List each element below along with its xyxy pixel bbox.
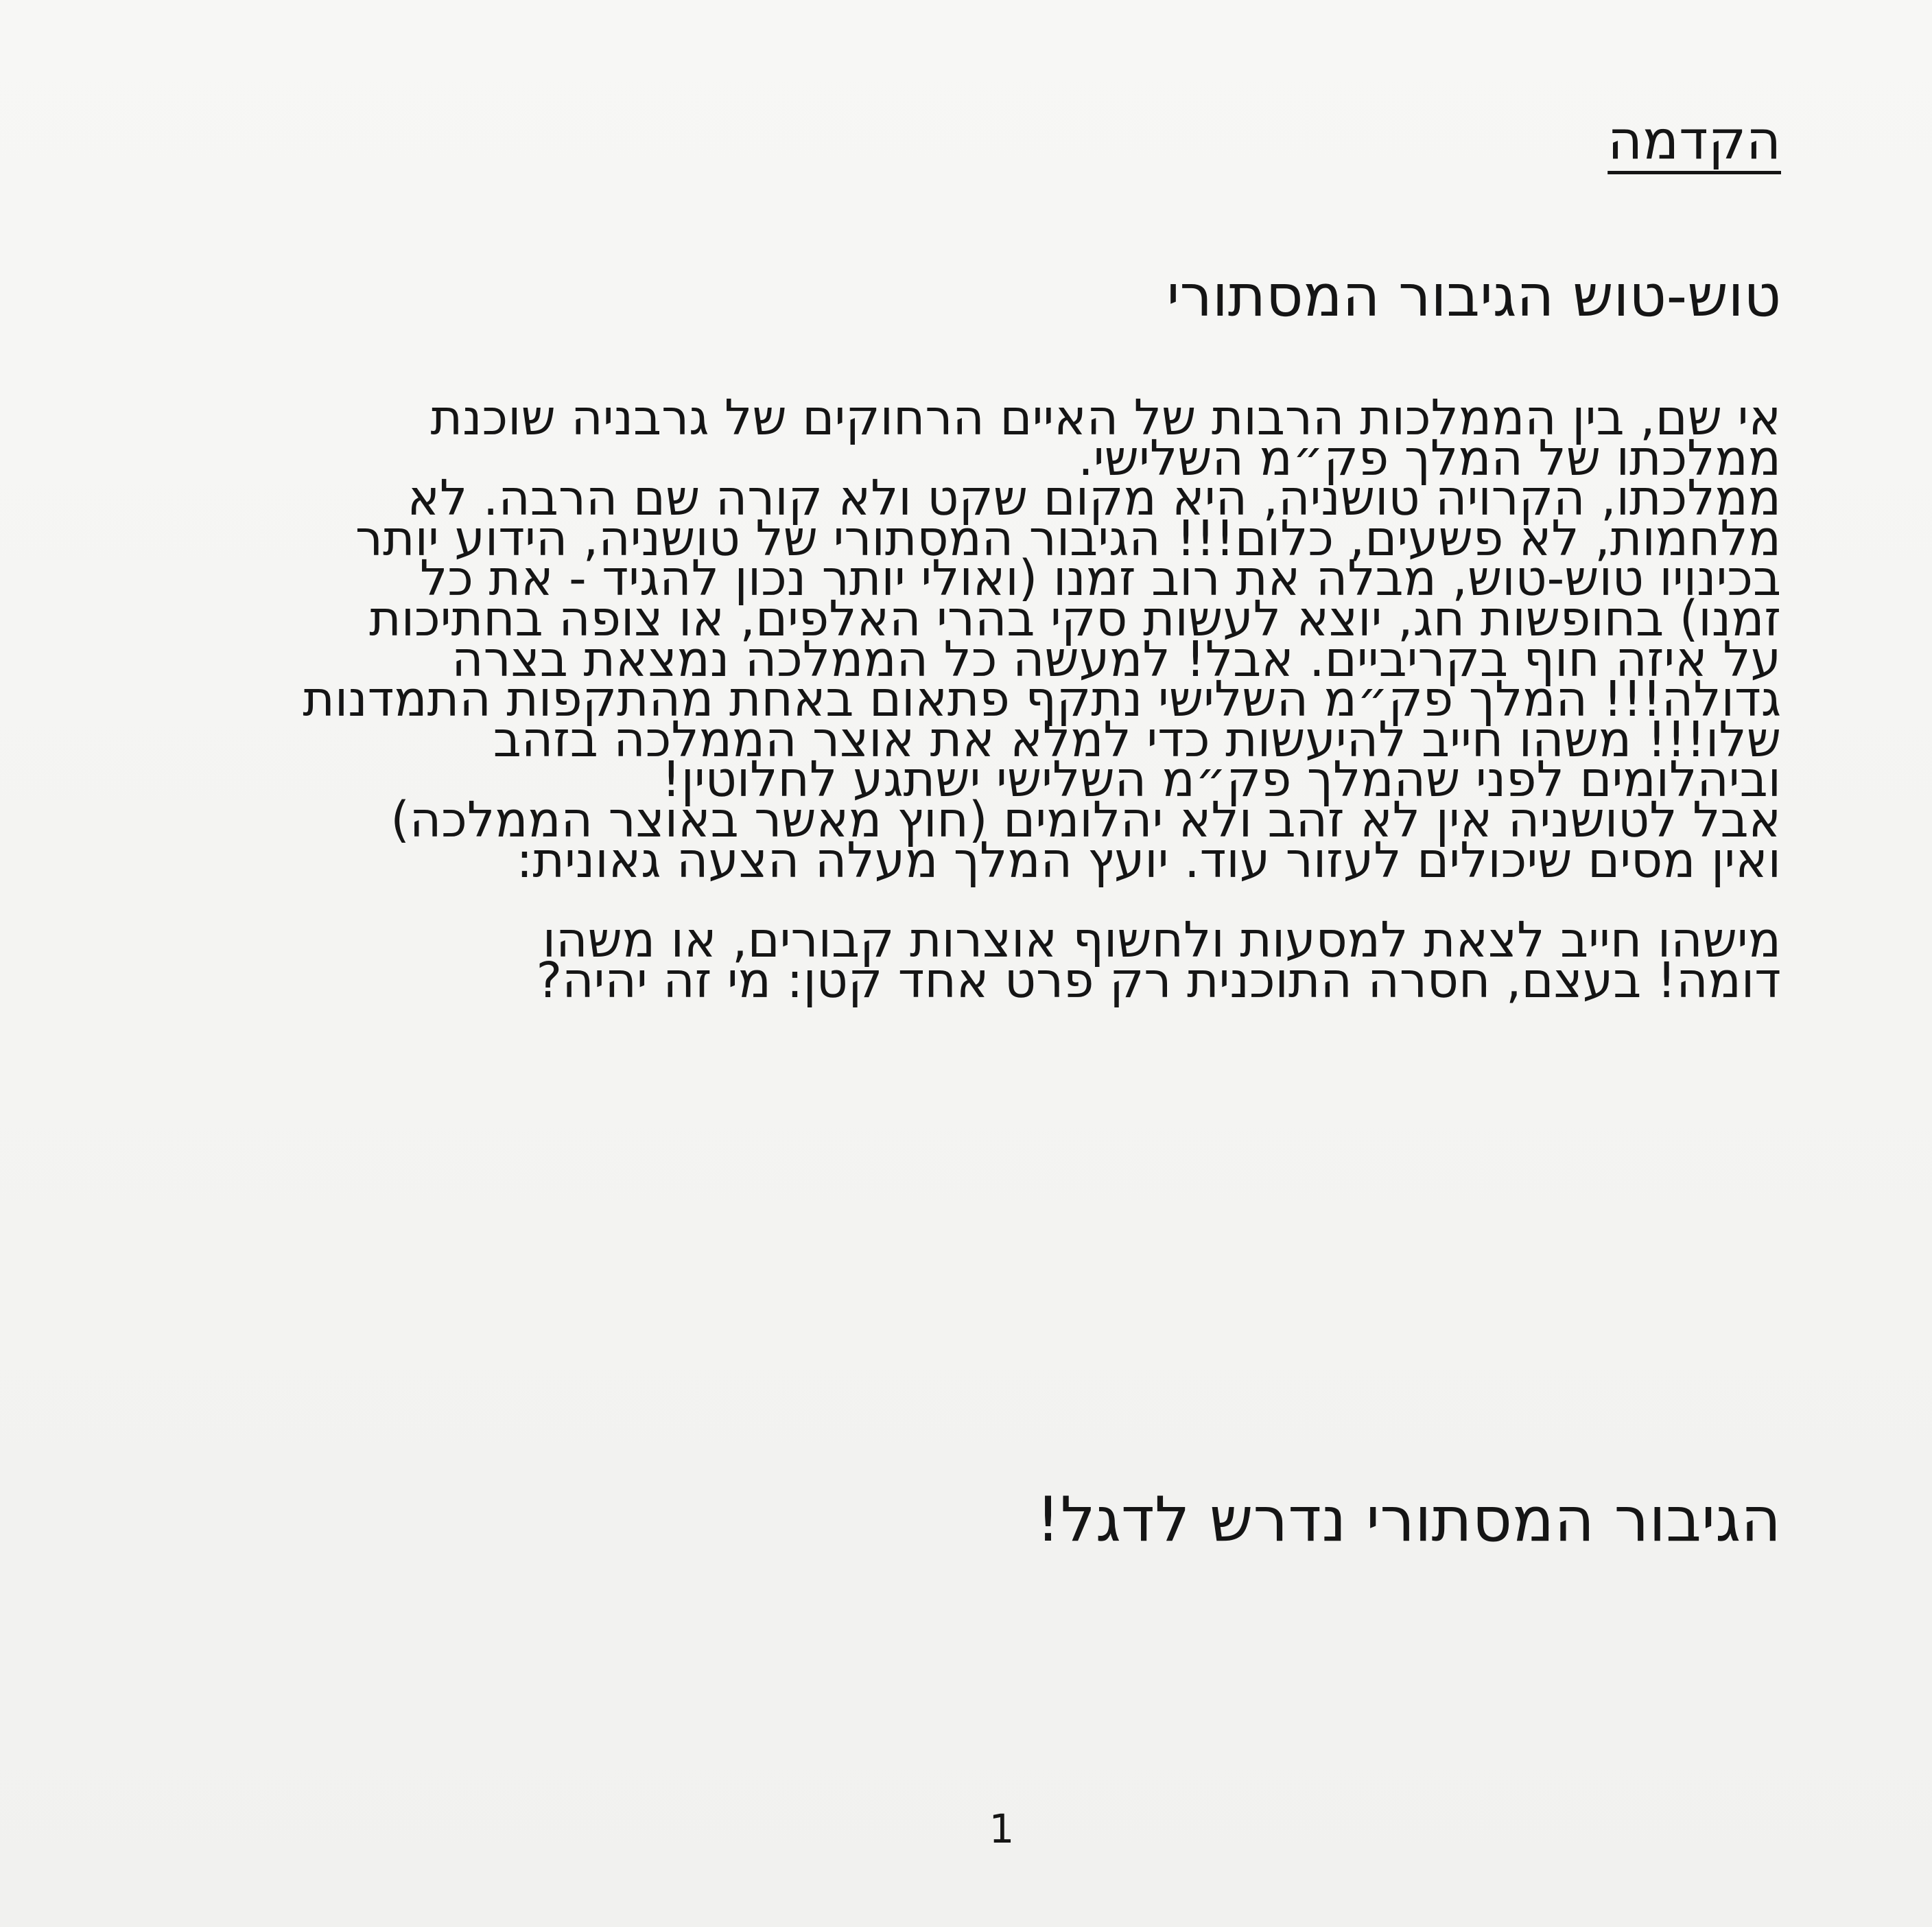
page-number: 1 bbox=[989, 1806, 1015, 1852]
section-heading: הקדמה bbox=[1607, 110, 1781, 172]
text-line: ממלכתו, הקרויה טושניה, היא מקום שקט ולא קורה שם הרבה. לא bbox=[407, 469, 1781, 527]
text-line: אבל לטושניה אין לא זהב ולא יהלומים (חוץ מאשר באוצר הממלכה) bbox=[390, 791, 1781, 848]
text-line: גדולה!!! המלך פק״מ השלישי נתקף פתאום באחת מהתקפות התמדנות bbox=[303, 670, 1781, 728]
body-text bbox=[121, 389, 1781, 1009]
text-line: מלחמות, לא פשעים, כלום!!! הגיבור המסתורי של טושניה, הידוע יותר bbox=[355, 509, 1781, 567]
text-line: על איזה חוף בקריביים. אבל! למעשה כל הממלכה נמצאת בצרה bbox=[451, 630, 1781, 688]
text-line: וביהלומים לפני שהמלך פק״מ השלישי ישתגע לחלוטין! bbox=[661, 751, 1781, 808]
text-line: ואין מסים שיכולים לעזור עוד. יועץ המלך מעלה הצעה גאונית: bbox=[516, 831, 1781, 889]
text-line: מישהו חייב לצאת למסעות ולחשוף אוצרות קבורים, או משהו bbox=[542, 911, 1781, 969]
text-line: בכינויו טוש-טוש, מבלה את רוב זמנו (ואולי יותר נכון להגיד - את כל bbox=[419, 550, 1781, 607]
closing-line: הגיבור המסתורי נדרש לדגל! bbox=[1035, 1484, 1781, 1556]
story-title: טוש-טוש הגיבור המסתורי bbox=[1166, 262, 1781, 329]
paragraph-1 bbox=[121, 389, 1781, 487]
text-line: דומה! בעצם, חסרה התוכנית רק פרט אחד קטן: מי זה יהיה? bbox=[536, 951, 1781, 1009]
text-line: שלו!!! משהו חייב להיעשות כדי למלא את אוצר הממלכה בזהב bbox=[493, 710, 1781, 768]
paragraph-4 bbox=[121, 911, 1781, 1009]
text-line: זמנו) בחופשות חג, יוצא לעשות סקי בהרי האלפים, או צופה בחתיכות bbox=[369, 589, 1781, 647]
paragraph-2 bbox=[121, 469, 1781, 808]
paragraph-3 bbox=[121, 791, 1781, 889]
text-line: אי שם, בין הממלכות הרבות של האיים הרחוקים של גרבניה שוכנת bbox=[430, 389, 1781, 446]
text-line: ממלכתו של המלך פק״מ השלישי. bbox=[1078, 429, 1781, 487]
